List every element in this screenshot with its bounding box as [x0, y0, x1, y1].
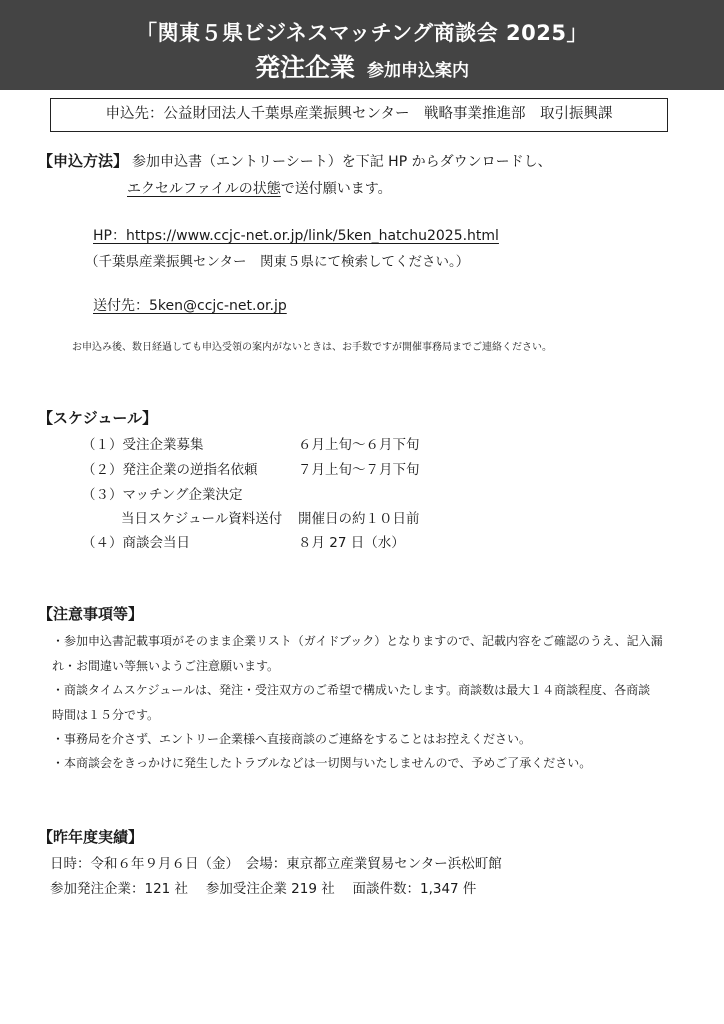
method-line1: 参加申込書（エントリーシート）を下記 HP からダウンロードし、 [132, 154, 552, 170]
method-line2 [127, 178, 392, 198]
subtitle-main: 発注企業 [254, 53, 355, 82]
schedule-item-3b-date: 開催日の約１０日前 [298, 511, 420, 527]
email-link[interactable]: 送付先：5ken@ccjc-net.or.jp [93, 298, 287, 314]
notes-line-1: ・参加申込書記載事項がそのまま企業リスト（ガイドブック）となりますので、記載内容をご確認のうえ、記入漏 [52, 634, 663, 648]
results-heading: 【昨年度実績】 [38, 828, 144, 846]
notes-line-5: ・事務局を介さず、エントリー企業様へ直接商談のご連絡をすることはお控えください。 [52, 732, 532, 746]
schedule-item-2-label: （２）発注企業の逆指名依頼 [82, 462, 258, 478]
schedule-item-3b-label: 当日スケジュール資料送付 [121, 511, 283, 527]
page-subtitle [0, 48, 724, 84]
notes-line-2: れ・お間違い等無いようご注意願います。 [52, 659, 280, 673]
notice-text: お申込み後、数日経過しても申込受領の案内がないときは、お手数ですが開催事務局までご連絡ください。 [72, 342, 552, 353]
results-line-1: 日時：令和６年９月６日（金） 会場：東京都立産業貿易センター浜松町館 [50, 856, 502, 872]
schedule-item-2-date: ７月上旬～７月下旬 [298, 462, 420, 478]
hp-note: （千葉県産業振興センター 関東５県にて検索してください。） [85, 254, 470, 270]
subtitle-small: 参加申込案内 [367, 61, 469, 81]
notes-line-6: ・本商談会をきっかけに発生したトラブルなどは一切関与いたしませんので、予めご了承ください。 [52, 756, 592, 770]
contact-box: 申込先：公益財団法人千葉県産業振興センター 戦略事業推進部 取引振興課 [50, 98, 668, 132]
schedule-item-1-date: ６月上旬～６月下旬 [298, 437, 420, 453]
method-heading: 【申込方法】 [38, 152, 129, 170]
schedule-item-1-label: （１）受注企業募集 [82, 437, 204, 453]
results-line-2: 参加発注企業：121 社 参加受注企業 219 社 面談件数：1,347 件 [50, 881, 477, 897]
page-title: 「関東５県ビジネスマッチング商談会 2025」 [136, 21, 588, 45]
schedule-heading: 【スケジュール】 [38, 409, 158, 427]
schedule-item-4-date: ８月 27 日（水） [298, 535, 405, 551]
method-line2-rest: で送付願います。 [280, 181, 392, 197]
hp-link[interactable]: HP：https://www.ccjc-net.or.jp/link/5ken_hatchu2025.html [93, 228, 499, 244]
notes-line-4: 時間は１５分です。 [52, 708, 160, 722]
method-emphasis: エクセルファイルの状態 [127, 181, 281, 197]
schedule-item-3-label: （３）マッチング企業決定 [82, 487, 243, 503]
schedule-item-4-label: （４）商談会当日 [82, 535, 190, 551]
notes-line-3: ・商談タイムスケジュールは、発注・受注双方のご希望で構成いたします。商談数は最大１４商談程度、各商談 [52, 683, 651, 697]
header-banner [0, 0, 724, 90]
notes-heading: 【注意事項等】 [38, 605, 144, 623]
